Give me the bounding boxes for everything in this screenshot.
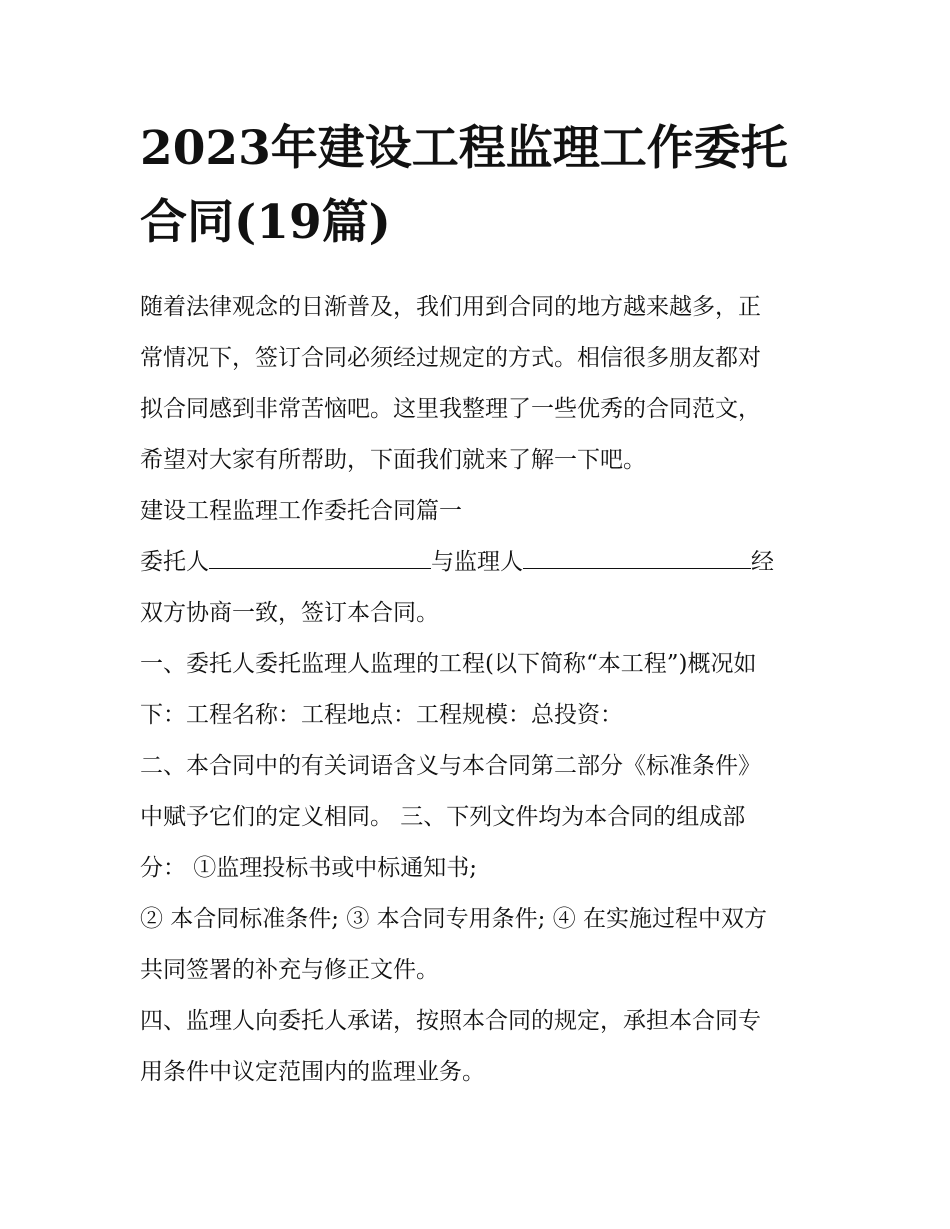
document-page (140, 112, 812, 1098)
intro-line: 希望对大家有所帮助，下面我们就来了解一下吧。 (140, 447, 646, 473)
parties-line (140, 537, 812, 588)
client-label: 委托人 (140, 549, 209, 575)
parties-paragraph (140, 537, 812, 639)
clause-line: 中赋予它们的定义相同。 三、下列文件均为本合同的组成部 (140, 804, 746, 830)
clause-line: 二、本合同中的有关词语含义与本合同第二部分《标准条件》 (140, 753, 761, 779)
intro-line: 常情况下，签订合同必须经过规定的方式。相信很多朋友都对 (140, 345, 761, 371)
client-blank-line (209, 552, 431, 569)
parties-line-2: 双方协商一致，签订本合同。 (140, 600, 439, 626)
supervisor-label: 与监理人 (431, 549, 523, 575)
clause-line: ② 本合同标准条件; ③ 本合同专用条件; ④ 在实施过程中双方 (140, 906, 768, 932)
clause-3 (140, 894, 812, 996)
clause-line: 用条件中议定范围内的监理业务。 (140, 1059, 485, 1085)
section-heading (140, 486, 812, 537)
clause-line: 下：工程名称：工程地点：工程规模：总投资： (140, 702, 623, 728)
clause-4 (140, 996, 812, 1098)
title-line-2: 合同(19篇) (140, 195, 391, 250)
parties-tail: 经 (751, 549, 774, 575)
clause-line: 一、委托人委托监理人监理的工程(以下简称“本工程”)概况如 (140, 651, 757, 677)
intro-line: 拟合同感到非常苦恼吧。这里我整理了一些优秀的合同范文， (140, 396, 761, 422)
intro-line: 随着法律观念的日渐普及，我们用到合同的地方越来越多，正 (140, 294, 761, 320)
clause-2 (140, 741, 812, 894)
clause-line: 共同签署的补充与修正文件。 (140, 957, 439, 983)
title-line-1: 2023年建设工程监理工作委托 (140, 121, 788, 176)
clause-line: 分： ①监理投标书或中标通知书; (140, 855, 478, 881)
section-heading-text: 建设工程监理工作委托合同篇一 (140, 498, 462, 524)
intro-paragraph (140, 282, 812, 486)
clause-1 (140, 639, 812, 741)
supervisor-blank-line (523, 552, 751, 569)
document-title (140, 112, 812, 260)
clause-line: 四、监理人向委托人承诺，按照本合同的规定，承担本合同专 (140, 1008, 761, 1034)
